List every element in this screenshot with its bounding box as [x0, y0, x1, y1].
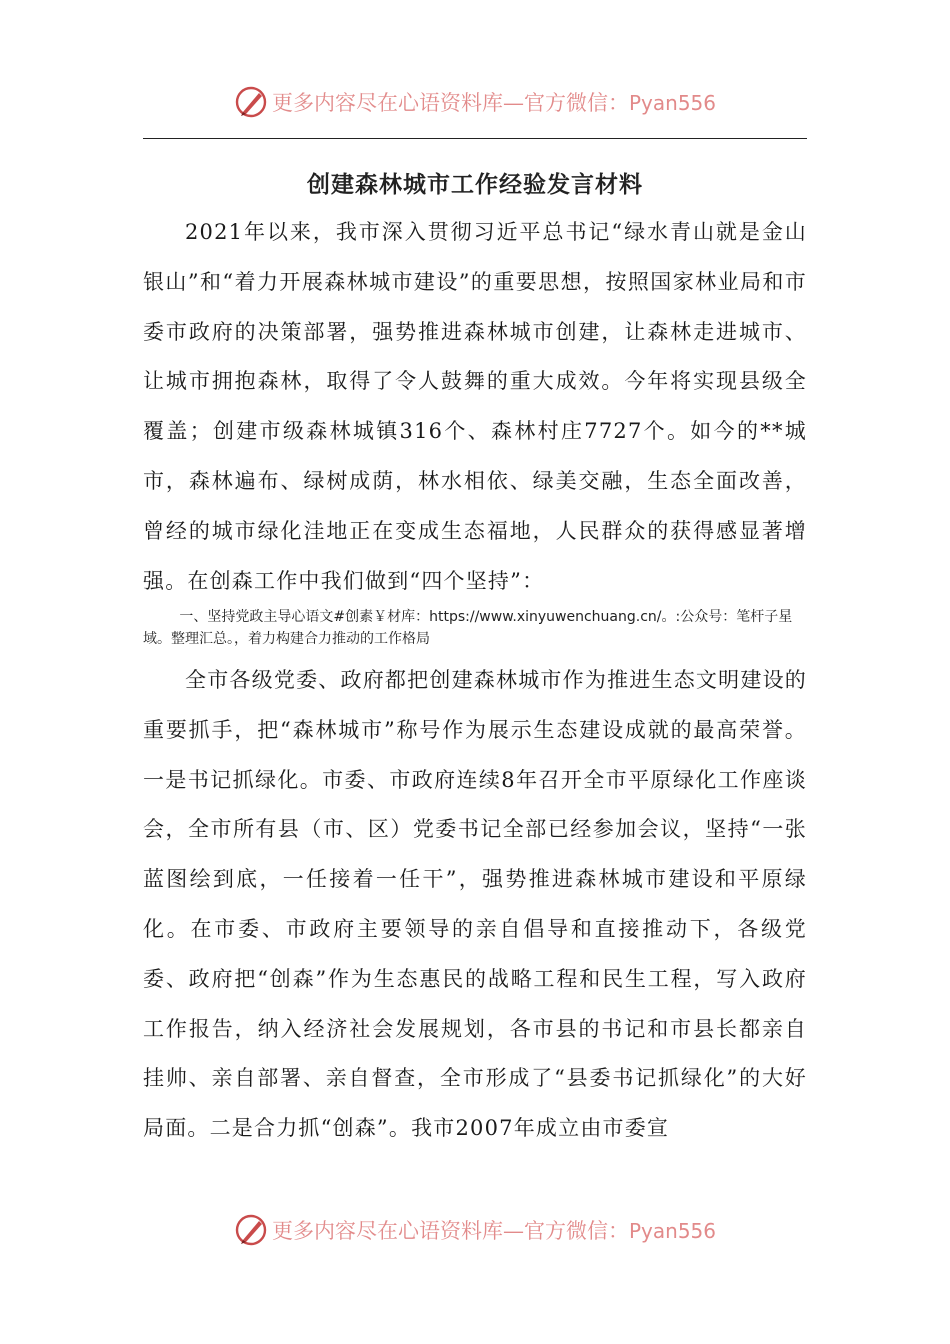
- wechat-id: Pyan556: [628, 1219, 716, 1243]
- header-divider: [143, 138, 807, 139]
- section-heading: 一、坚持党政主导心语文#创素￥材库：https://www.xinyuwenchuang.cn/。:公众号：笔杆子星域。整理汇总。，着力构建合力推动的工作格局: [143, 609, 793, 647]
- paragraph-intro: 2021年以来，我市深入贯彻习近平总书记“绿水青山就是金山银山”和“着力开展森林城市建设”的重要思想，按照国家林业局和市委市政府的决策部署，强势推进森林城市创建，让森林走进城市、让城市拥抱森林，取得了令人鼓舞的重大成效。今年将实现县级全覆盖；创建市级森林城镇316个、森林村庄7727个。如今的**城市，森林遍布、绿树成荫，林水相依、绿美交融，生态全面改善，曾经的城市绿化洼地正在变成生态福地，人民群众的获得感显著增强。在创森工作中我们做到“四个坚持”：: [143, 220, 807, 593]
- paragraph-body: 全市各级党委、政府都把创建森林城市作为推进生态文明建设的重要抓手，把“森林城市”称号作为展示生态建设成就的最高荣誉。一是书记抓绿化。市委、市政府连续8年召开全市平原绿化工作座谈会，全市所有县（市、区）党委书记全部已经参加会议，坚持“一张蓝图绘到底，一任接着一任干”，强势推进森林城市建设和平原绿化。在市委、市政府主要领导的亲自倡导和直接推动下，各级党委、政府把“创森”作为生态惠民的战略工程和民生工程，写入政府工作报告，纳入经济社会发展规划，各市县的书记和市县长都亲自挂帅、亲自部署、亲自督查，全市形成了“县委书记抓绿化”的大好局面。二是合力抓“创森”。我市2007年成立由市委宣: [143, 668, 807, 1141]
- pen-logo-icon: [234, 85, 268, 119]
- wechat-id: Pyan556: [628, 91, 716, 115]
- document-title: 创建森林城市工作经验发言材料: [307, 172, 643, 198]
- header-watermark: [0, 80, 950, 124]
- pen-logo-icon: [234, 1213, 268, 1247]
- footer-watermark: [0, 1208, 950, 1252]
- watermark-text: 更多内容尽在心语资料库—官方微信：Pyan556: [271, 91, 716, 115]
- watermark-text: 更多内容尽在心语资料库—官方微信：Pyan556: [271, 1219, 716, 1243]
